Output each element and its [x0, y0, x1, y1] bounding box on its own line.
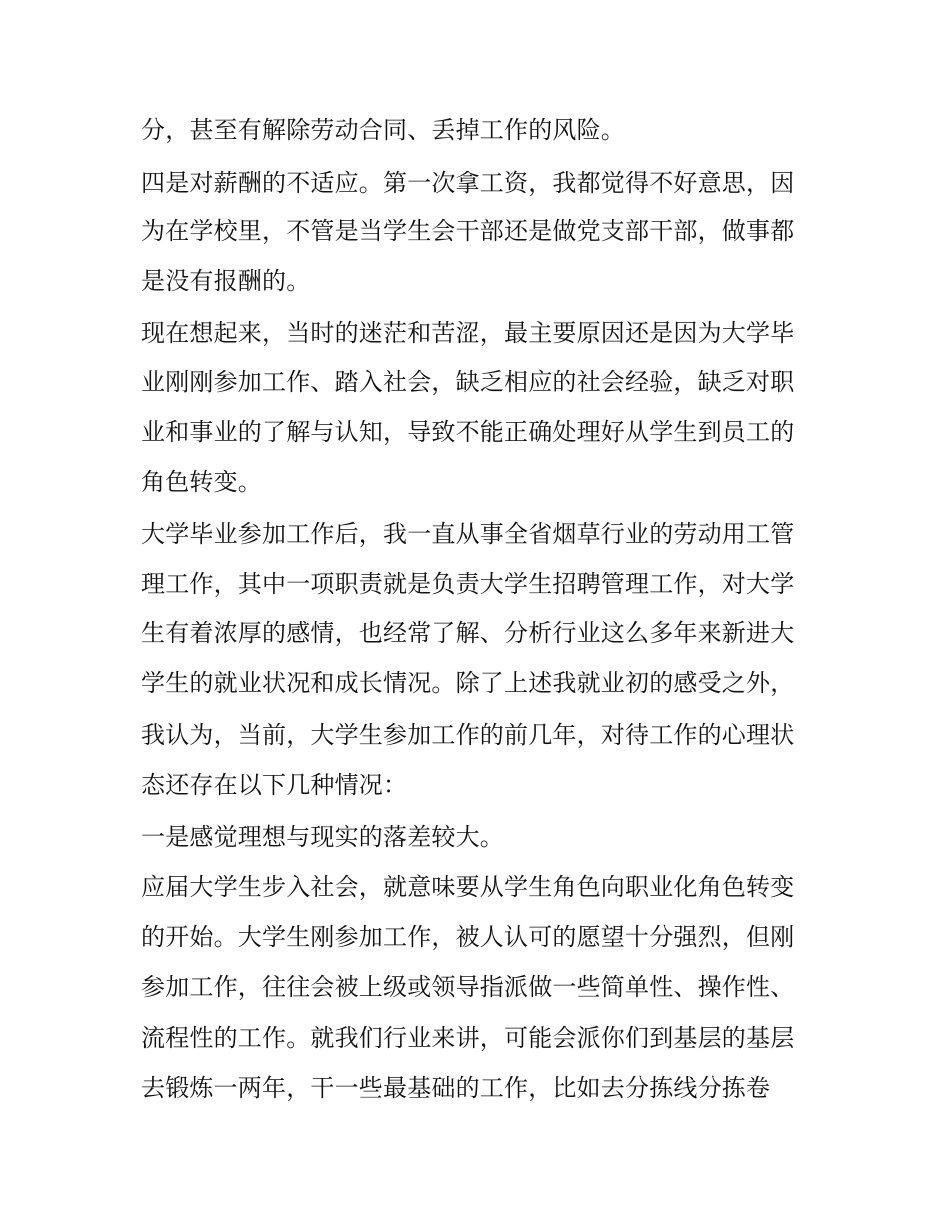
text-line: 一是感觉理想与现实的落差较大。 [141, 823, 504, 851]
text-line: 业刚刚参加工作、踏入社会，缺乏相应的社会经验，缺乏对职 [141, 368, 795, 396]
text-line: 我认为，当前，大学生参加工作的前几年，对待工作的心理状 [141, 721, 795, 749]
text-line: 的开始。大学生刚参加工作，被人认可的愿望十分强烈，但刚 [141, 923, 795, 951]
text-line: 角色转变。 [141, 468, 262, 496]
text-line: 去锻炼一两年，干一些最基础的工作，比如去分拣线分拣卷 [141, 1074, 771, 1102]
text-line: 业和事业的了解与认知，导致不能正确处理好从学生到员工的 [141, 418, 795, 446]
text-line: 学生的就业状况和成长情况。除了上述我就业初的感受之外， [141, 669, 795, 697]
text-line: 大学毕业参加工作后，我一直从事全省烟草行业的劳动用工管 [141, 520, 795, 548]
text-line: 生有着浓厚的感情，也经常了解、分析行业这么多年来新进大 [141, 619, 795, 647]
text-line: 流程性的工作。就我们行业来讲，可能会派你们到基层的基层 [141, 1024, 795, 1052]
text-line: 分，甚至有解除劳动合同、丢掉工作的风险。 [141, 116, 625, 144]
text-line: 参加工作，往往会被上级或领导指派做一些简单性、操作性、 [141, 973, 795, 1001]
text-line: 态还存在以下几种情况： [141, 771, 408, 799]
text-line: 为在学校里，不管是当学生会干部还是做党支部干部，做事都 [141, 217, 795, 245]
text-line: 四是对薪酬的不适应。第一次拿工资，我都觉得不好意思，因 [141, 169, 795, 197]
text-line: 应届大学生步入社会，就意味要从学生角色向职业化角色转变 [141, 873, 795, 901]
text-line: 现在想起来，当时的迷茫和苦涩，最主要原因还是因为大学毕 [141, 319, 795, 347]
text-line: 理工作，其中一项职责就是负责大学生招聘管理工作，对大学 [141, 570, 795, 598]
text-line: 是没有报酬的。 [141, 267, 311, 295]
